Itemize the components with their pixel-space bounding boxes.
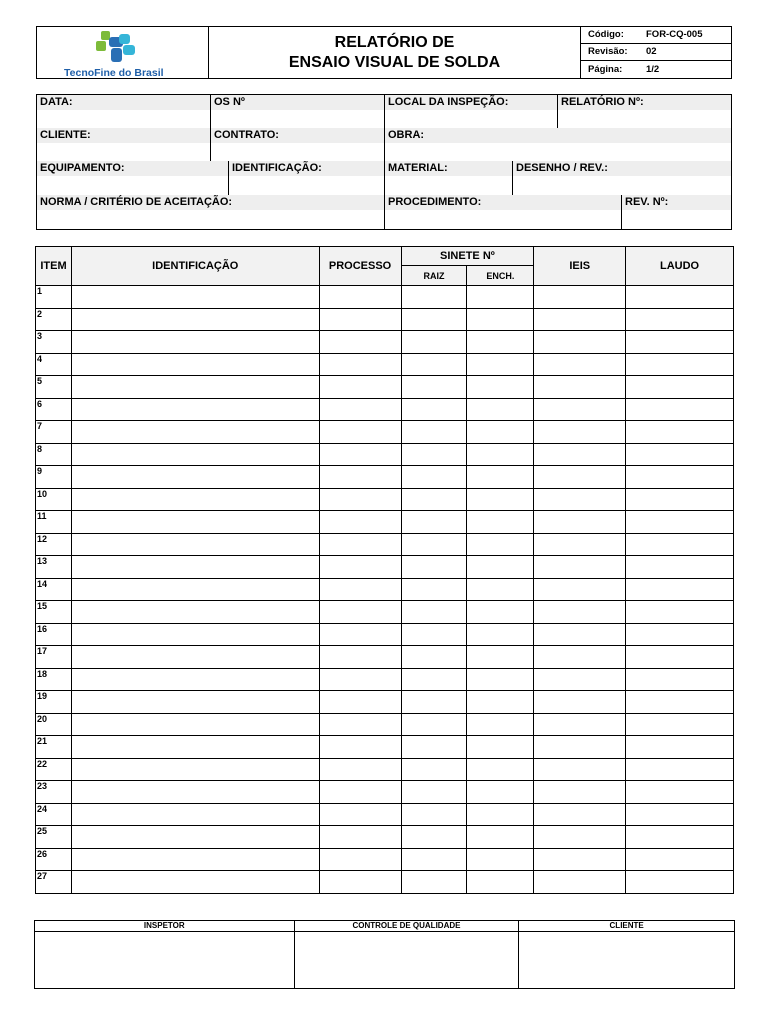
identification-cell[interactable] — [71, 398, 319, 421]
table-row — [36, 736, 734, 759]
table-row — [36, 758, 734, 781]
ieis-cell[interactable] — [534, 488, 626, 511]
ieis-cell[interactable] — [534, 758, 626, 781]
item-number: 8 — [36, 443, 72, 466]
item-number: 26 — [36, 848, 72, 871]
process-cell[interactable] — [319, 803, 401, 826]
tecnofine-logo-icon — [93, 28, 143, 66]
item-number: 2 — [36, 308, 72, 331]
report-verdict-header: LAUDO — [626, 247, 734, 286]
root-cell[interactable] — [401, 736, 467, 759]
item-header: ITEM — [36, 247, 72, 286]
client-field[interactable] — [37, 128, 211, 161]
fill-cell[interactable] — [467, 556, 534, 579]
table-row — [36, 578, 734, 601]
item-number: 27 — [36, 871, 72, 894]
item-number: 11 — [36, 511, 72, 534]
table-row — [36, 533, 734, 556]
item-number: 17 — [36, 646, 72, 669]
item-number: 1 — [36, 286, 72, 309]
material-field[interactable] — [385, 161, 513, 195]
identification-label: IDENTIFICAÇÃO: — [229, 161, 384, 176]
process-cell[interactable] — [319, 466, 401, 489]
inspection-location-label: LOCAL DA INSPEÇÃO: — [385, 95, 557, 110]
verdict-cell[interactable] — [626, 646, 734, 669]
ieis-cell[interactable] — [534, 398, 626, 421]
os-field[interactable] — [211, 95, 385, 128]
root-cell[interactable] — [401, 331, 467, 354]
weld-inspection-table — [35, 246, 734, 894]
document-title-line1: RELATÓRIO DE — [334, 34, 455, 51]
verdict-cell[interactable] — [626, 668, 734, 691]
ieis-cell[interactable] — [534, 871, 626, 894]
root-cell[interactable] — [401, 623, 467, 646]
process-cell[interactable] — [319, 646, 401, 669]
verdict-cell[interactable] — [626, 533, 734, 556]
verdict-cell[interactable] — [626, 353, 734, 376]
verdict-cell[interactable] — [626, 578, 734, 601]
root-cell[interactable] — [401, 578, 467, 601]
client-label: CLIENTE: — [37, 128, 210, 143]
root-cell[interactable] — [401, 488, 467, 511]
process-cell[interactable] — [319, 511, 401, 534]
ieis-cell[interactable] — [534, 848, 626, 871]
process-cell[interactable] — [319, 308, 401, 331]
item-number: 18 — [36, 668, 72, 691]
root-cell[interactable] — [401, 286, 467, 309]
root-cell[interactable] — [401, 848, 467, 871]
table-row — [36, 286, 734, 309]
identification-cell[interactable] — [71, 758, 319, 781]
identification-cell[interactable] — [71, 803, 319, 826]
process-cell[interactable] — [319, 578, 401, 601]
os-label: OS Nº — [211, 95, 384, 110]
fill-cell[interactable] — [467, 286, 534, 309]
identification-cell[interactable] — [71, 556, 319, 579]
ieis-cell[interactable] — [534, 713, 626, 736]
identification-cell[interactable] — [71, 443, 319, 466]
fill-cell[interactable] — [467, 398, 534, 421]
item-number: 13 — [36, 556, 72, 579]
item-number: 22 — [36, 758, 72, 781]
client-signature-header: CLIENTE — [519, 921, 735, 932]
fill-cell[interactable] — [467, 848, 534, 871]
ieis-cell[interactable] — [534, 668, 626, 691]
ieis-cell[interactable] — [534, 691, 626, 714]
process-cell[interactable] — [319, 286, 401, 309]
ieis-cell[interactable] — [534, 353, 626, 376]
page-label: Página: — [588, 64, 623, 75]
work-label: OBRA: — [385, 128, 731, 143]
ieis-cell[interactable] — [534, 803, 626, 826]
table-row — [36, 646, 734, 669]
process-cell[interactable] — [319, 713, 401, 736]
ieis-cell[interactable] — [534, 623, 626, 646]
root-cell[interactable] — [401, 668, 467, 691]
root-cell[interactable] — [401, 353, 467, 376]
process-cell[interactable] — [319, 331, 401, 354]
process-cell[interactable] — [319, 623, 401, 646]
info-block — [36, 94, 732, 230]
date-label: DATA: — [37, 95, 210, 110]
inspector-signature-field[interactable] — [35, 932, 295, 989]
procedure-label: PROCEDIMENTO: — [385, 195, 621, 210]
process-cell[interactable] — [319, 826, 401, 849]
contract-label: CONTRATO: — [211, 128, 384, 143]
verdict-cell[interactable] — [626, 623, 734, 646]
identification-cell[interactable] — [71, 308, 319, 331]
title-cell — [209, 27, 581, 78]
ieis-cell[interactable] — [534, 533, 626, 556]
table-row — [36, 556, 734, 579]
root-cell[interactable] — [401, 308, 467, 331]
identification-cell[interactable] — [71, 601, 319, 624]
ieis-cell[interactable] — [534, 376, 626, 399]
identification-cell[interactable] — [71, 871, 319, 894]
verdict-cell[interactable] — [626, 421, 734, 444]
quality-control-signature-field[interactable] — [294, 932, 519, 989]
fill-cell[interactable] — [467, 466, 534, 489]
verdict-cell[interactable] — [626, 758, 734, 781]
ieis-cell[interactable] — [534, 601, 626, 624]
ieis-cell[interactable] — [534, 466, 626, 489]
root-cell[interactable] — [401, 511, 467, 534]
identification-cell[interactable] — [71, 488, 319, 511]
inspection-location-field[interactable] — [385, 95, 558, 128]
identification-header: IDENTIFICAÇÃO — [71, 247, 319, 286]
verdict-cell[interactable] — [626, 466, 734, 489]
root-cell[interactable] — [401, 871, 467, 894]
identification-cell[interactable] — [71, 646, 319, 669]
verdict-cell[interactable] — [626, 826, 734, 849]
identification-field[interactable] — [229, 161, 385, 195]
identification-cell[interactable] — [71, 691, 319, 714]
ieis-cell[interactable] — [534, 781, 626, 804]
verdict-cell[interactable] — [626, 736, 734, 759]
fill-cell[interactable] — [467, 443, 534, 466]
table-row — [36, 803, 734, 826]
ieis-cell[interactable] — [534, 646, 626, 669]
item-number: 5 — [36, 376, 72, 399]
ieis-cell[interactable] — [534, 443, 626, 466]
fill-cell[interactable] — [467, 308, 534, 331]
root-cell[interactable] — [401, 713, 467, 736]
document-header — [36, 26, 732, 79]
root-cell[interactable] — [401, 443, 467, 466]
fill-cell[interactable] — [467, 871, 534, 894]
fill-cell[interactable] — [467, 781, 534, 804]
verdict-cell[interactable] — [626, 443, 734, 466]
ieis-cell[interactable] — [534, 286, 626, 309]
table-row — [36, 511, 734, 534]
table-row — [36, 488, 734, 511]
item-number: 20 — [36, 713, 72, 736]
procedure-field[interactable] — [385, 195, 622, 229]
verdict-cell[interactable] — [626, 848, 734, 871]
fill-cell[interactable] — [467, 488, 534, 511]
process-cell[interactable] — [319, 376, 401, 399]
quality-control-header: CONTROLE DE QUALIDADE — [294, 921, 519, 932]
item-number: 16 — [36, 623, 72, 646]
logo-cell — [37, 27, 209, 78]
root-cell[interactable] — [401, 421, 467, 444]
fill-cell[interactable] — [467, 826, 534, 849]
verdict-cell[interactable] — [626, 308, 734, 331]
identification-cell[interactable] — [71, 533, 319, 556]
identification-cell[interactable] — [71, 353, 319, 376]
fill-cell[interactable] — [467, 758, 534, 781]
table-row — [36, 466, 734, 489]
identification-cell[interactable] — [71, 623, 319, 646]
fill-header: ENCH. — [467, 266, 534, 286]
verdict-cell[interactable] — [626, 691, 734, 714]
client-signature-field[interactable] — [519, 932, 735, 989]
root-cell[interactable] — [401, 556, 467, 579]
process-cell[interactable] — [319, 488, 401, 511]
verdict-cell[interactable] — [626, 713, 734, 736]
material-label: MATERIAL: — [385, 161, 512, 176]
ieis-cell[interactable] — [534, 556, 626, 579]
process-cell[interactable] — [319, 556, 401, 579]
identification-cell[interactable] — [71, 421, 319, 444]
process-cell[interactable] — [319, 758, 401, 781]
date-field[interactable] — [37, 95, 211, 128]
root-cell[interactable] — [401, 533, 467, 556]
identification-cell[interactable] — [71, 826, 319, 849]
item-number: 12 — [36, 533, 72, 556]
ieis-cell[interactable] — [534, 308, 626, 331]
ieis-header: IEIS — [534, 247, 626, 286]
drawing-revision-label: DESENHO / REV.: — [513, 161, 731, 176]
identification-cell[interactable] — [71, 376, 319, 399]
identification-cell[interactable] — [71, 286, 319, 309]
process-cell[interactable] — [319, 736, 401, 759]
acceptance-criteria-field[interactable] — [37, 195, 385, 229]
root-cell[interactable] — [401, 781, 467, 804]
process-cell[interactable] — [319, 848, 401, 871]
verdict-cell[interactable] — [626, 871, 734, 894]
item-number: 14 — [36, 578, 72, 601]
item-number: 9 — [36, 466, 72, 489]
identification-cell[interactable] — [71, 848, 319, 871]
item-number: 21 — [36, 736, 72, 759]
identification-cell[interactable] — [71, 736, 319, 759]
process-cell[interactable] — [319, 398, 401, 421]
item-number: 23 — [36, 781, 72, 804]
revision-number-label: REV. Nº: — [622, 195, 731, 210]
fill-cell[interactable] — [467, 668, 534, 691]
item-number: 4 — [36, 353, 72, 376]
item-number: 6 — [36, 398, 72, 421]
table-row — [36, 848, 734, 871]
identification-cell[interactable] — [71, 781, 319, 804]
fill-cell[interactable] — [467, 601, 534, 624]
root-cell[interactable] — [401, 601, 467, 624]
root-cell[interactable] — [401, 826, 467, 849]
fill-cell[interactable] — [467, 713, 534, 736]
table-row — [36, 421, 734, 444]
logo-text: TecnoFine do Brasil — [64, 67, 164, 79]
root-cell[interactable] — [401, 691, 467, 714]
fill-cell[interactable] — [467, 376, 534, 399]
root-cell[interactable] — [401, 376, 467, 399]
contract-field[interactable] — [211, 128, 385, 161]
process-cell[interactable] — [319, 353, 401, 376]
root-cell[interactable] — [401, 758, 467, 781]
identification-cell[interactable] — [71, 713, 319, 736]
verdict-cell[interactable] — [626, 488, 734, 511]
verdict-cell[interactable] — [626, 556, 734, 579]
ieis-cell[interactable] — [534, 736, 626, 759]
verdict-cell[interactable] — [626, 601, 734, 624]
document-title-line2: ENSAIO VISUAL DE SOLDA — [288, 54, 501, 71]
item-number: 10 — [36, 488, 72, 511]
revision-label: Revisão: — [588, 46, 628, 57]
process-cell[interactable] — [319, 601, 401, 624]
page-value: 1/2 — [646, 64, 660, 75]
equipment-field[interactable] — [37, 161, 229, 195]
fill-cell[interactable] — [467, 353, 534, 376]
identification-cell[interactable] — [71, 578, 319, 601]
verdict-cell[interactable] — [626, 398, 734, 421]
table-row — [36, 398, 734, 421]
item-number: 7 — [36, 421, 72, 444]
acceptance-criteria-label: NORMA / CRITÉRIO DE ACEITAÇÃO: — [37, 195, 384, 210]
table-row — [36, 601, 734, 624]
table-row — [36, 691, 734, 714]
meta-cell — [581, 27, 731, 78]
root-header: RAIZ — [401, 266, 467, 286]
process-header: PROCESSO — [319, 247, 401, 286]
item-number: 3 — [36, 331, 72, 354]
ieis-cell[interactable] — [534, 826, 626, 849]
stamp-header: SINETE Nº — [401, 247, 534, 266]
verdict-cell[interactable] — [626, 803, 734, 826]
table-row — [36, 376, 734, 399]
process-cell[interactable] — [319, 421, 401, 444]
fill-cell[interactable] — [467, 691, 534, 714]
fill-cell[interactable] — [467, 331, 534, 354]
verdict-cell[interactable] — [626, 331, 734, 354]
root-cell[interactable] — [401, 646, 467, 669]
fill-cell[interactable] — [467, 803, 534, 826]
root-cell[interactable] — [401, 803, 467, 826]
fill-cell[interactable] — [467, 511, 534, 534]
identification-cell[interactable] — [71, 668, 319, 691]
item-number: 19 — [36, 691, 72, 714]
table-row — [36, 331, 734, 354]
root-cell[interactable] — [401, 398, 467, 421]
process-cell[interactable] — [319, 668, 401, 691]
process-cell[interactable] — [319, 691, 401, 714]
table-row — [36, 871, 734, 894]
table-row — [36, 443, 734, 466]
identification-cell[interactable] — [71, 466, 319, 489]
identification-cell[interactable] — [71, 331, 319, 354]
fill-cell[interactable] — [467, 578, 534, 601]
fill-cell[interactable] — [467, 421, 534, 444]
table-row — [36, 353, 734, 376]
table-row — [36, 668, 734, 691]
process-cell[interactable] — [319, 443, 401, 466]
table-row — [36, 713, 734, 736]
drawing-revision-field[interactable] — [513, 161, 731, 195]
fill-cell[interactable] — [467, 533, 534, 556]
ieis-cell[interactable] — [534, 421, 626, 444]
verdict-cell[interactable] — [626, 286, 734, 309]
report-number-field[interactable] — [558, 95, 731, 128]
report-number-label: RELATÓRIO Nº: — [558, 95, 731, 110]
signature-table — [34, 920, 735, 989]
identification-cell[interactable] — [71, 511, 319, 534]
code-value: FOR-CQ-005 — [646, 29, 703, 40]
inspector-header: INSPETOR — [35, 921, 295, 932]
process-cell[interactable] — [319, 533, 401, 556]
ieis-cell[interactable] — [534, 578, 626, 601]
fill-cell[interactable] — [467, 646, 534, 669]
code-label: Código: — [588, 29, 624, 40]
item-number: 25 — [36, 826, 72, 849]
verdict-cell[interactable] — [626, 511, 734, 534]
table-row — [36, 623, 734, 646]
item-number: 24 — [36, 803, 72, 826]
fill-cell[interactable] — [467, 736, 534, 759]
revision-value: 02 — [646, 46, 657, 57]
equipment-label: EQUIPAMENTO: — [37, 161, 228, 176]
revision-number-field[interactable] — [622, 195, 731, 229]
root-cell[interactable] — [401, 466, 467, 489]
verdict-cell[interactable] — [626, 781, 734, 804]
ieis-cell[interactable] — [534, 331, 626, 354]
ieis-cell[interactable] — [534, 511, 626, 534]
item-number: 15 — [36, 601, 72, 624]
process-cell[interactable] — [319, 871, 401, 894]
work-field[interactable] — [385, 128, 731, 161]
fill-cell[interactable] — [467, 623, 534, 646]
table-row — [36, 781, 734, 804]
table-row — [36, 308, 734, 331]
process-cell[interactable] — [319, 781, 401, 804]
verdict-cell[interactable] — [626, 376, 734, 399]
table-row — [36, 826, 734, 849]
